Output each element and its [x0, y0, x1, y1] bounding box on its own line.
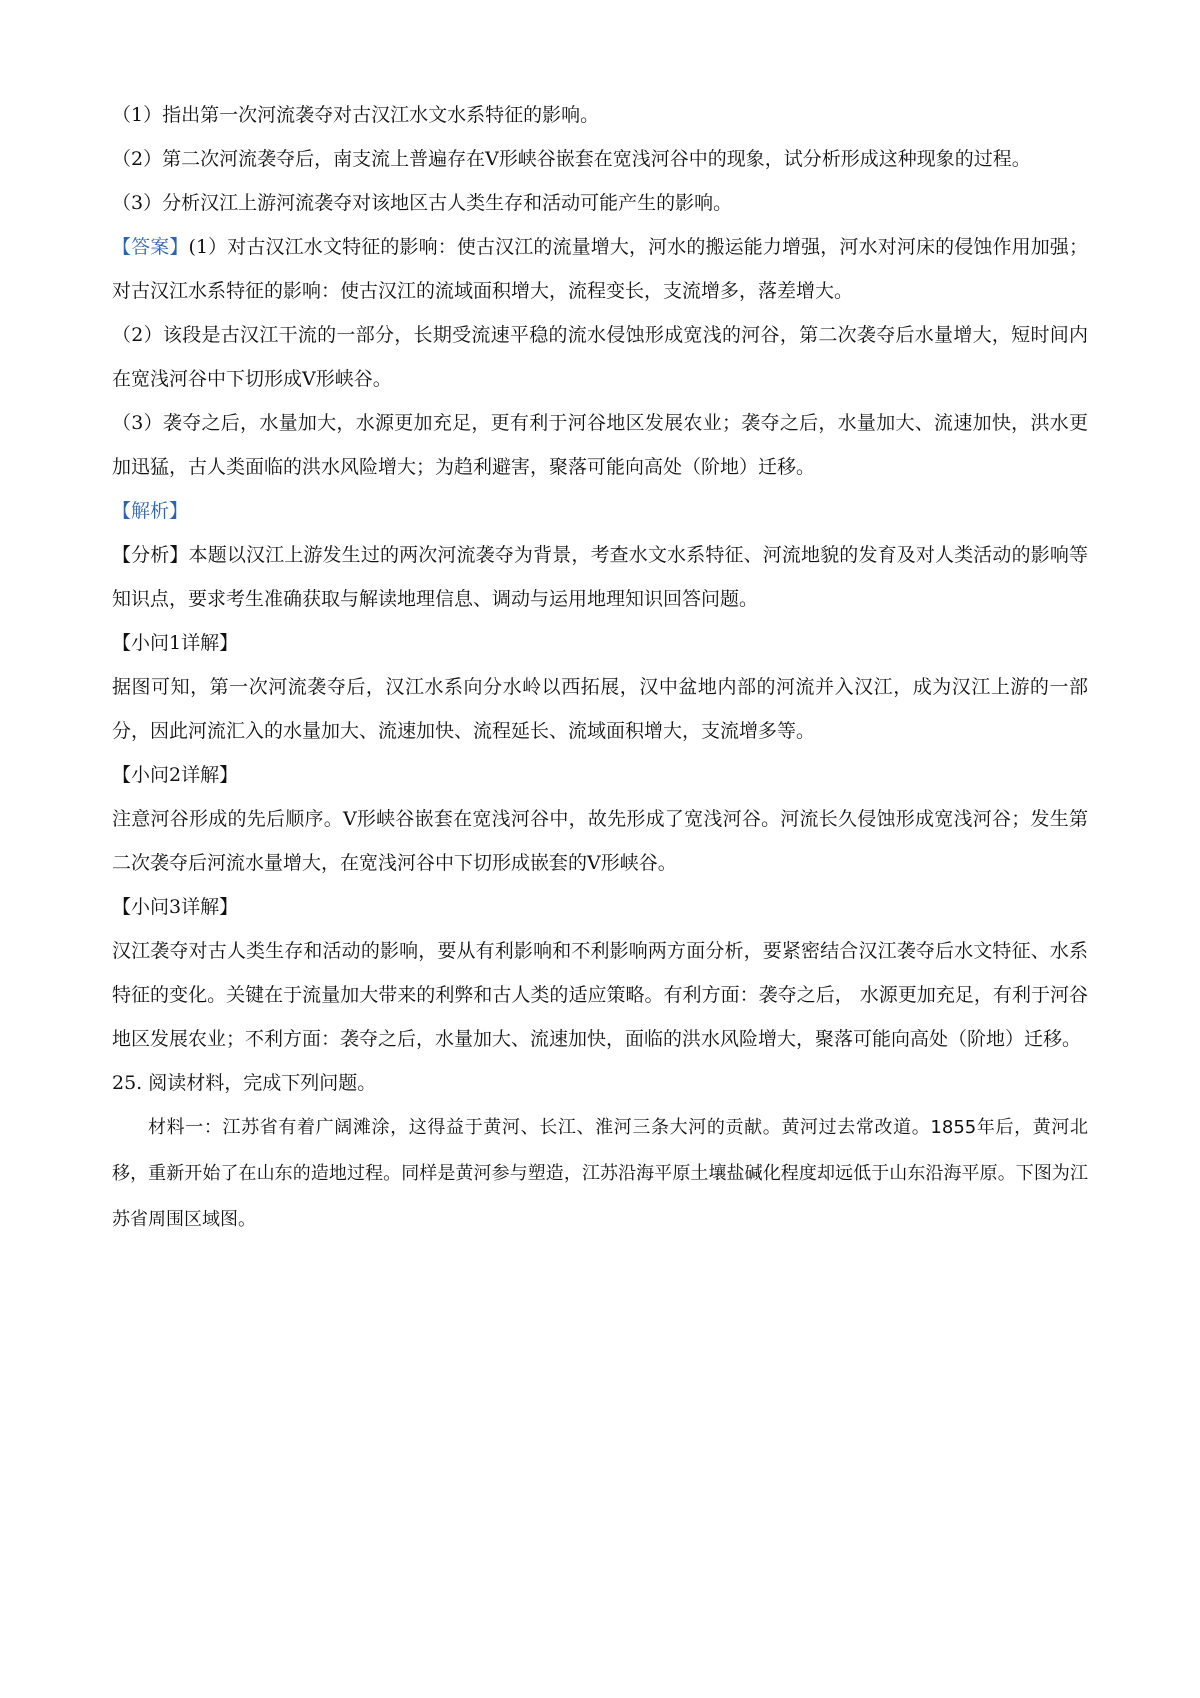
question-2: （2）第二次河流袭夺后，南支流上普遍存在V形峡谷嵌套在宽浅河谷中的现象，试分析形成这种现象的过程。 [112, 148, 1031, 170]
question-3: （3）分析汉江上游河流袭夺对该地区古人类生存和活动可能产生的影响。 [112, 192, 733, 214]
analysis-overview: 【分析】本题以汉江上游发生过的两次河流袭夺为背景，考查水文水系特征、河流地貌的发育及对人类活动的影响等知识点，要求考生准确获取与解读地理信息、调动与运用地理知识回答问题。 [112, 544, 1088, 610]
question-25-title: 25. 阅读材料，完成下列问题。 [112, 1072, 377, 1094]
material-1: 材料一：江苏省有着广阔滩涂，这得益于黄河、长江、淮河三条大河的贡献。黄河过去常改道。1855年后，黄河北移，重新开始了在山东的造地过程。同样是黄河参与塑造，江苏沿海平原土壤盐碱化程度却远低于山东沿海平原。下图为江苏省周围区域图。 [112, 1117, 1088, 1230]
answer-paragraph-1 [112, 225, 1088, 313]
detail-3-title: 【小问3详解】 [112, 896, 239, 918]
detail-1-text: 据图可知，第一次河流袭夺后，汉江水系向分水岭以西拓展，汉中盆地内部的河流并入汉江，成为汉江上游的一部分，因此河流汇入的水量加大、流速加快、流程延长、流域面积增大，支流增多等。 [112, 676, 1088, 742]
answer-paragraph-2: （2）该段是古汉江干流的一部分，长期受流速平稳的流水侵蚀形成宽浅的河谷，第二次袭夺后水量增大，短时间内在宽浅河谷中下切形成V形峡谷。 [112, 324, 1088, 390]
answer-tag: 【答案】 [112, 236, 189, 258]
detail-2-text: 注意河谷形成的先后顺序。V形峡谷嵌套在宽浅河谷中，故先形成了宽浅河谷。河流长久侵蚀形成宽浅河谷；发生第二次袭夺后河流水量增大，在宽浅河谷中下切形成嵌套的V形峡谷。 [112, 808, 1088, 874]
question-1: （1）指出第一次河流袭夺对古汉江水文水系特征的影响。 [112, 104, 600, 126]
analysis-tag: 【解析】 [112, 500, 189, 522]
answer-text-1: (1）对古汉江水文特征的影响：使古汉江的流量增大，河水的搬运能力增强，河水对河床的侵蚀作用加强；对古汉江水系特征的影响：使古汉江的流域面积增大，流程变长，支流增多，落差增大。 [112, 236, 1088, 302]
detail-3-text: 汉江袭夺对古人类生存和活动的影响，要从有利影响和不利影响两方面分析，要紧密结合汉江袭夺后水文特征、水系特征的变化。关键在于流量加大带来的利弊和古人类的适应策略。有利方面：袭夺之后， 水源更加充足，有利于河谷地区发展农业；不利方面：袭夺之后，水量加大、流速加快，面临的洪水风险增大，聚落可能向高处（阶地）迁移。 [112, 940, 1088, 1050]
answer-paragraph-3: （3）袭夺之后，水量加大，水源更加充足，更有利于河谷地区发展农业；袭夺之后，水量加大、流速加快，洪水更加迅猛，古人类面临的洪水风险增大；为趋利避害，聚落可能向高处（阶地）迁移。 [112, 412, 1088, 478]
detail-2-title: 【小问2详解】 [112, 764, 239, 786]
detail-1-title: 【小问1详解】 [112, 632, 239, 654]
